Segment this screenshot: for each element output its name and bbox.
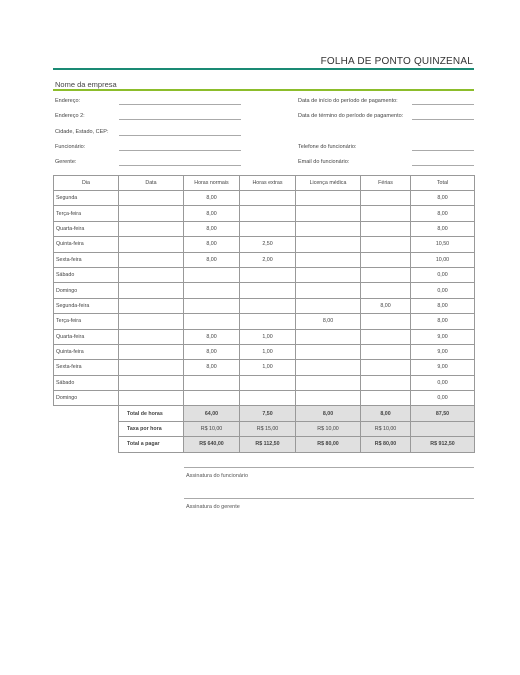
period-start-field[interactable] <box>412 104 474 105</box>
summary-label: Total de horas <box>119 406 184 421</box>
cell-total: 0,00 <box>411 283 475 298</box>
period-end-field[interactable] <box>412 119 474 120</box>
cell-total: 9,00 <box>411 329 475 344</box>
cell-overtime[interactable] <box>240 221 296 236</box>
rate-cell[interactable]: R$ 15,00 <box>240 421 296 436</box>
rate-cell[interactable]: R$ 10,00 <box>184 421 240 436</box>
cell-total: 8,00 <box>411 221 475 236</box>
blank-cell <box>54 421 119 436</box>
col-header-total: Total <box>411 176 475 191</box>
cell-vacation[interactable] <box>361 391 411 406</box>
summary-cell: R$ 112,50 <box>240 437 296 452</box>
cell-total: 8,00 <box>411 314 475 329</box>
cell-total: 8,00 <box>411 298 475 313</box>
cell-day: Segunda-feira <box>54 298 119 313</box>
cell-sick[interactable] <box>296 206 361 221</box>
cell-day: Sábado <box>54 267 119 282</box>
cell-sick[interactable] <box>296 360 361 375</box>
cell-total: 9,00 <box>411 344 475 359</box>
cell-overtime[interactable] <box>240 298 296 313</box>
cell-regular[interactable]: 8,00 <box>184 252 240 267</box>
cell-day: Quarta-feira <box>54 221 119 236</box>
cell-day: Terça-feira <box>54 206 119 221</box>
cell-regular[interactable] <box>184 267 240 282</box>
sheet-title: FOLHA DE PONTO QUINZENAL <box>320 56 473 67</box>
cell-overtime[interactable] <box>240 267 296 282</box>
rate-cell[interactable]: R$ 10,00 <box>361 421 411 436</box>
cell-day: Segunda <box>54 191 119 206</box>
company-name: Nome da empresa <box>55 80 117 89</box>
cell-total: 8,00 <box>411 191 475 206</box>
cell-overtime[interactable] <box>240 391 296 406</box>
cell-total: 0,00 <box>411 391 475 406</box>
cell-overtime[interactable] <box>240 283 296 298</box>
table-row <box>54 329 475 344</box>
cell-date[interactable] <box>119 252 184 267</box>
table-row <box>54 298 475 313</box>
cell-day: Sexta-feira <box>54 252 119 267</box>
cell-overtime[interactable] <box>240 191 296 206</box>
cell-sick[interactable] <box>296 375 361 390</box>
cell-sick[interactable] <box>296 344 361 359</box>
employee-phone-label: Telefone do funcionário: <box>298 144 357 150</box>
cell-regular[interactable]: 8,00 <box>184 221 240 236</box>
summary-label: Taxa por hora <box>119 421 184 436</box>
col-header-overtime: Horas extras <box>240 176 296 191</box>
cell-sick[interactable] <box>296 267 361 282</box>
cell-overtime[interactable] <box>240 375 296 390</box>
summary-cell: 8,00 <box>296 406 361 421</box>
cell-sick[interactable] <box>296 237 361 252</box>
employee-signature-label: Assinatura do funcionário <box>186 473 249 479</box>
cell-day: Domingo <box>54 283 119 298</box>
cell-regular[interactable] <box>184 314 240 329</box>
col-header-day: Dia <box>54 176 119 191</box>
cell-total: 0,00 <box>411 375 475 390</box>
address-label: Endereço: <box>55 98 81 104</box>
blank-cell <box>54 406 119 421</box>
cell-day: Sexta-feira <box>54 360 119 375</box>
table-row <box>54 206 475 221</box>
timesheet-table <box>53 175 475 453</box>
title-rule <box>53 68 474 70</box>
employee-email-label: Email do funcionário: <box>298 159 350 165</box>
col-header-sick: Licença médica <box>296 176 361 191</box>
cell-vacation[interactable] <box>361 206 411 221</box>
cell-total: 10,00 <box>411 252 475 267</box>
cell-sick[interactable] <box>296 191 361 206</box>
cell-sick[interactable] <box>296 221 361 236</box>
cell-regular[interactable]: 8,00 <box>184 329 240 344</box>
cell-date[interactable] <box>119 375 184 390</box>
table-row <box>54 191 475 206</box>
table-row <box>54 221 475 236</box>
manager-field[interactable] <box>119 165 241 166</box>
rate-cell[interactable]: R$ 10,00 <box>296 421 361 436</box>
cell-sick[interactable] <box>296 252 361 267</box>
cell-overtime[interactable]: 2,50 <box>240 237 296 252</box>
summary-cell: 64,00 <box>184 406 240 421</box>
table-row <box>54 237 475 252</box>
cell-regular[interactable] <box>184 375 240 390</box>
cell-total: 8,00 <box>411 206 475 221</box>
summary-label: Total a pagar <box>119 437 184 452</box>
cell-date[interactable] <box>119 360 184 375</box>
cell-date[interactable] <box>119 344 184 359</box>
total-pay-row <box>54 437 475 452</box>
address-field[interactable] <box>119 104 241 105</box>
cell-sick[interactable] <box>296 391 361 406</box>
cell-date[interactable] <box>119 329 184 344</box>
cell-total: 0,00 <box>411 267 475 282</box>
employee-email-field[interactable] <box>412 165 474 166</box>
cell-regular[interactable] <box>184 298 240 313</box>
cell-vacation[interactable] <box>361 314 411 329</box>
employee-phone-field[interactable] <box>412 150 474 151</box>
address2-field[interactable] <box>119 119 241 120</box>
cell-regular[interactable] <box>184 283 240 298</box>
cell-sick[interactable] <box>296 283 361 298</box>
cell-vacation[interactable]: 8,00 <box>361 298 411 313</box>
summary-cell: R$ 912,50 <box>411 437 475 452</box>
manager-signature-line[interactable] <box>184 498 474 499</box>
cell-day: Quarta-feira <box>54 329 119 344</box>
cell-day: Sábado <box>54 375 119 390</box>
summary-cell: R$ 80,00 <box>296 437 361 452</box>
cell-date[interactable] <box>119 391 184 406</box>
employee-field[interactable] <box>119 150 241 151</box>
cell-date[interactable] <box>119 298 184 313</box>
cell-regular[interactable]: 8,00 <box>184 206 240 221</box>
cell-vacation[interactable] <box>361 375 411 390</box>
summary-cell: 7,50 <box>240 406 296 421</box>
cell-overtime[interactable] <box>240 314 296 329</box>
cell-regular[interactable]: 8,00 <box>184 344 240 359</box>
summary-cell: R$ 80,00 <box>361 437 411 452</box>
rate-cell <box>411 421 475 436</box>
blank-cell <box>54 437 119 452</box>
summary-cell: 87,50 <box>411 406 475 421</box>
cell-vacation[interactable] <box>361 360 411 375</box>
address2-label: Endereço 2: <box>55 113 85 119</box>
cell-regular[interactable]: 8,00 <box>184 191 240 206</box>
summary-cell: 8,00 <box>361 406 411 421</box>
cell-vacation[interactable] <box>361 329 411 344</box>
summary-cell: R$ 640,00 <box>184 437 240 452</box>
cell-vacation[interactable] <box>361 267 411 282</box>
cell-sick[interactable] <box>296 298 361 313</box>
cell-date[interactable] <box>119 314 184 329</box>
cell-regular[interactable]: 8,00 <box>184 237 240 252</box>
company-rule <box>53 89 474 91</box>
period-start-label: Data de início do período de pagamento: <box>298 98 398 104</box>
cell-overtime[interactable] <box>240 206 296 221</box>
cell-overtime[interactable]: 1,00 <box>240 360 296 375</box>
employee-signature-line[interactable] <box>184 467 474 468</box>
cell-regular[interactable] <box>184 391 240 406</box>
cell-day: Quinta-feira <box>54 237 119 252</box>
cell-day: Quinta-feira <box>54 344 119 359</box>
cell-sick[interactable]: 8,00 <box>296 314 361 329</box>
table-row <box>54 375 475 390</box>
city-state-zip-field[interactable] <box>119 135 241 136</box>
cell-vacation[interactable] <box>361 344 411 359</box>
table-row <box>54 344 475 359</box>
cell-total: 10,50 <box>411 237 475 252</box>
cell-vacation[interactable] <box>361 283 411 298</box>
cell-vacation[interactable] <box>361 191 411 206</box>
table-row <box>54 267 475 282</box>
cell-overtime[interactable]: 2,00 <box>240 252 296 267</box>
cell-date[interactable] <box>119 206 184 221</box>
table-header-row <box>54 176 475 191</box>
cell-day: Domingo <box>54 391 119 406</box>
table-row <box>54 314 475 329</box>
cell-vacation[interactable] <box>361 252 411 267</box>
hourly-rate-row <box>54 421 475 436</box>
cell-overtime[interactable]: 1,00 <box>240 329 296 344</box>
cell-sick[interactable] <box>296 329 361 344</box>
cell-date[interactable] <box>119 237 184 252</box>
cell-date[interactable] <box>119 221 184 236</box>
cell-day: Terça-feira <box>54 314 119 329</box>
cell-date[interactable] <box>119 191 184 206</box>
col-header-regular: Horas normais <box>184 176 240 191</box>
cell-vacation[interactable] <box>361 237 411 252</box>
cell-overtime[interactable]: 1,00 <box>240 344 296 359</box>
cell-date[interactable] <box>119 283 184 298</box>
cell-date[interactable] <box>119 267 184 282</box>
employee-label: Funcionário: <box>55 144 86 150</box>
table-row <box>54 252 475 267</box>
cell-regular[interactable]: 8,00 <box>184 360 240 375</box>
table-row <box>54 360 475 375</box>
table-row <box>54 391 475 406</box>
col-header-date: Data <box>119 176 184 191</box>
cell-vacation[interactable] <box>361 221 411 236</box>
cell-total: 9,00 <box>411 360 475 375</box>
city-state-zip-label: Cidade, Estado, CEP: <box>55 129 109 135</box>
period-end-label: Data de término do período de pagamento: <box>298 113 404 119</box>
manager-signature-label: Assinatura do gerente <box>186 504 240 510</box>
manager-label: Gerente: <box>55 159 77 165</box>
col-header-vacation: Férias <box>361 176 411 191</box>
table-row <box>54 283 475 298</box>
total-hours-row <box>54 406 475 421</box>
